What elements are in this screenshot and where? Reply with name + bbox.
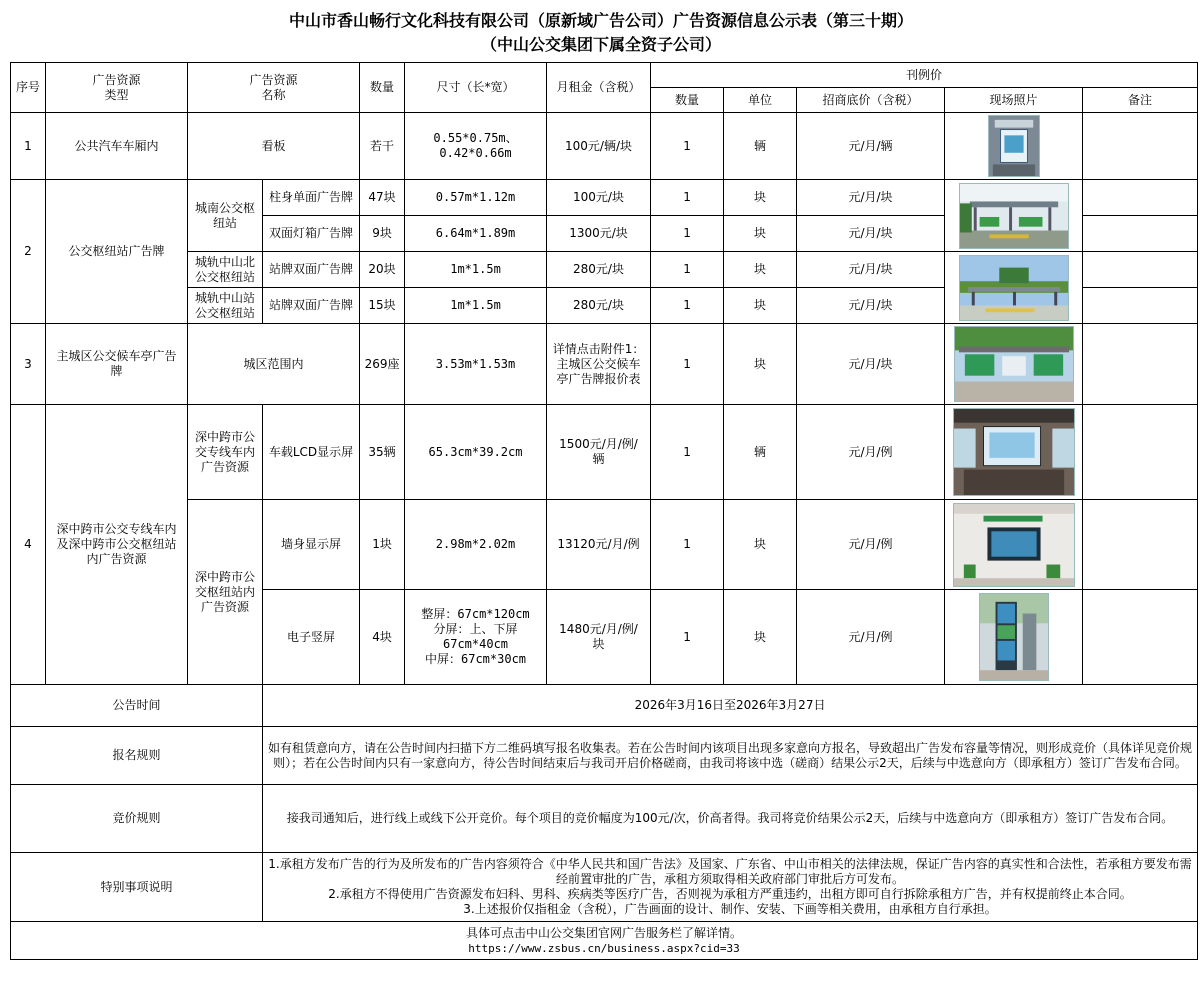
row3-type: 主城区公交候车亭广告 牌 bbox=[46, 324, 188, 405]
row3-rate-qty: 1 bbox=[651, 324, 724, 405]
table-row bbox=[11, 113, 1198, 180]
row2-sub3: 城轨中山站 公交枢纽站 bbox=[188, 288, 263, 324]
row2b-name: 双面灯箱广告牌 bbox=[263, 216, 360, 252]
row2a-price: 元/月/块 bbox=[797, 180, 945, 216]
row2b-note bbox=[1083, 216, 1198, 252]
row1-unit: 辆 bbox=[724, 113, 797, 180]
notice-value: 2026年3月16日至2026年3月27日 bbox=[263, 685, 1198, 727]
signup-label: 报名规则 bbox=[11, 727, 263, 785]
table-row bbox=[11, 252, 1198, 288]
header-type: 广告资源 类型 bbox=[46, 63, 188, 113]
row2c-name: 站牌双面广告牌 bbox=[263, 252, 360, 288]
table-row bbox=[11, 180, 1198, 216]
row3-note bbox=[1083, 324, 1198, 405]
bid-value: 接我司通知后，进行线上或线下公开竞价。每个项目的竞价幅度为100元/次，价高者得。我司将竞价结果公示2天，后续与中选意向方（即承租方）签订广告发布合同。 bbox=[263, 785, 1198, 853]
ad-resource-table bbox=[10, 62, 1198, 960]
footer-url[interactable]: https://www.zsbus.cn/business.aspx?cid=33 bbox=[468, 941, 740, 955]
row1-price: 元/月/辆 bbox=[797, 113, 945, 180]
row2c-qty: 20块 bbox=[360, 252, 405, 288]
header-rate-unit: 单位 bbox=[724, 88, 797, 113]
page-subtitle: （中山公交集团下属全资子公司） bbox=[480, 35, 721, 54]
row4c-rate-qty: 1 bbox=[651, 590, 724, 685]
special-value: 1.承租方发布广告的行为及所发布的广告内容须符合《中华人民共和国广告法》及国家、广东省、中山市相关的法律法规，保证广告内容的真实性和合法性，若承租方要发布需经前置审批的广告，承租方须取得相关政府部门审批后方可发布。 2.承租方不得使用广告资源发布妇科、男科、疾病类等医疗广告，否则视为承租方严重违约，出租方即可自行拆除承租方广告，并有权提前终止本合同。 3.上述报价仅指租金（含税），广告画面的设计、制作、安装、下画等相关费用，由承租方自行承担。 bbox=[263, 853, 1198, 922]
row2a-qty: 47块 bbox=[360, 180, 405, 216]
row2c-rent: 280元/块 bbox=[547, 252, 651, 288]
row2d-note bbox=[1083, 288, 1198, 324]
row1-rent: 100元/辆/块 bbox=[547, 113, 651, 180]
table-row bbox=[11, 324, 1198, 405]
row1-qty: 若干 bbox=[360, 113, 405, 180]
header-note: 备注 bbox=[1083, 88, 1198, 113]
signup-row bbox=[11, 727, 1198, 785]
row2d-name: 站牌双面广告牌 bbox=[263, 288, 360, 324]
row2d-rent: 280元/块 bbox=[547, 288, 651, 324]
row2d-qty: 15块 bbox=[360, 288, 405, 324]
bus-shelter-photo bbox=[954, 326, 1074, 402]
row4b-size: 2.98m*2.02m bbox=[405, 500, 547, 590]
row3-qty: 269座 bbox=[360, 324, 405, 405]
row4c-qty: 4块 bbox=[360, 590, 405, 685]
row2d-rate-qty: 1 bbox=[651, 288, 724, 324]
row1-name: 看板 bbox=[188, 113, 360, 180]
notice-row bbox=[11, 685, 1198, 727]
row1-note bbox=[1083, 113, 1198, 180]
row4a-rent: 1500元/月/例/ 辆 bbox=[547, 405, 651, 500]
row4a-note bbox=[1083, 405, 1198, 500]
row2a-name: 柱身单面广告牌 bbox=[263, 180, 360, 216]
row4c-unit: 块 bbox=[724, 590, 797, 685]
notice-label: 公告时间 bbox=[11, 685, 263, 727]
row4a-rate-qty: 1 bbox=[651, 405, 724, 500]
page-title: 中山市香山畅行文化科技有限公司（原新域广告公司）广告资源信息公示表（第三十期） bbox=[288, 11, 913, 30]
row1-rate-qty: 1 bbox=[651, 113, 724, 180]
header-qty: 数量 bbox=[360, 63, 405, 113]
row2c-unit: 块 bbox=[724, 252, 797, 288]
row3-rent: 详情点击附件1： 主城区公交候车 亭广告牌报价表 bbox=[547, 324, 651, 405]
row2-sub2: 城轨中山北 公交枢纽站 bbox=[188, 252, 263, 288]
row2a-size: 0.57m*1.12m bbox=[405, 180, 547, 216]
row1-size: 0.55*0.75m、 0.42*0.66m bbox=[405, 113, 547, 180]
bid-label: 竞价规则 bbox=[11, 785, 263, 853]
special-row bbox=[11, 853, 1198, 922]
table-row bbox=[11, 500, 1198, 590]
row2a-unit: 块 bbox=[724, 180, 797, 216]
row4c-size: 整屏：67cm*120cm 分屏：上、下屏 67cm*40cm 中屏：67cm*30cm bbox=[405, 590, 547, 685]
bus-interior-billboard-photo bbox=[988, 115, 1040, 177]
row2d-size: 1m*1.5m bbox=[405, 288, 547, 324]
row4a-unit: 辆 bbox=[724, 405, 797, 500]
row2a-note bbox=[1083, 180, 1198, 216]
row4c-name: 电子竖屏 bbox=[263, 590, 360, 685]
header-rate-qty: 数量 bbox=[651, 88, 724, 113]
row4b-name: 墙身显示屏 bbox=[263, 500, 360, 590]
row2a-rent: 100元/块 bbox=[547, 180, 651, 216]
row1-seq: 1 bbox=[11, 113, 46, 180]
row2-sub1: 城南公交枢 纽站 bbox=[188, 180, 263, 252]
row4b-unit: 块 bbox=[724, 500, 797, 590]
vertical-screen-photo bbox=[979, 593, 1049, 681]
row4-sub1: 深中跨市公 交专线车内 广告资源 bbox=[188, 405, 263, 500]
row4a-size: 65.3cm*39.2cm bbox=[405, 405, 547, 500]
row4b-qty: 1块 bbox=[360, 500, 405, 590]
header-size: 尺寸（长*宽） bbox=[405, 63, 547, 113]
row2c-note bbox=[1083, 252, 1198, 288]
row1-type: 公共汽车车厢内 bbox=[46, 113, 188, 180]
row2a-rate-qty: 1 bbox=[651, 180, 724, 216]
row3-price: 元/月/块 bbox=[797, 324, 945, 405]
row2-type: 公交枢纽站广告牌 bbox=[46, 180, 188, 324]
row2d-price: 元/月/块 bbox=[797, 288, 945, 324]
row4c-rent: 1480元/月/例/ 块 bbox=[547, 590, 651, 685]
row4-sub2: 深中跨市公 交枢纽站内 广告资源 bbox=[188, 500, 263, 685]
header-rent: 月租金（含税） bbox=[547, 63, 651, 113]
row2b-unit: 块 bbox=[724, 216, 797, 252]
row3-name: 城区范围内 bbox=[188, 324, 360, 405]
row4b-rent: 13120元/月/例 bbox=[547, 500, 651, 590]
row2d-unit: 块 bbox=[724, 288, 797, 324]
header-seq: 序号 bbox=[11, 63, 46, 113]
row2c-rate-qty: 1 bbox=[651, 252, 724, 288]
table-row bbox=[11, 405, 1198, 500]
wall-display-photo bbox=[953, 503, 1075, 587]
row4a-name: 车载LCD显示屏 bbox=[263, 405, 360, 500]
header-rate-group: 刊例价 bbox=[651, 63, 1198, 88]
row4a-qty: 35辆 bbox=[360, 405, 405, 500]
row2c-size: 1m*1.5m bbox=[405, 252, 547, 288]
header-photo: 现场照片 bbox=[945, 88, 1083, 113]
row3-size: 3.53m*1.53m bbox=[405, 324, 547, 405]
row4b-note bbox=[1083, 500, 1198, 590]
footer-text: 具体可点击中山公交集团官网广告服务栏了解详情。 bbox=[466, 925, 743, 940]
row4a-price: 元/月/例 bbox=[797, 405, 945, 500]
row2b-size: 6.64m*1.89m bbox=[405, 216, 547, 252]
row2b-rent: 1300元/块 bbox=[547, 216, 651, 252]
footer-row bbox=[11, 922, 1198, 960]
row2b-price: 元/月/块 bbox=[797, 216, 945, 252]
header-rate-price: 招商底价（含税） bbox=[797, 88, 945, 113]
row4c-note bbox=[1083, 590, 1198, 685]
row2b-qty: 9块 bbox=[360, 216, 405, 252]
row4-type: 深中跨市公交专线车内 及深中跨市公交枢纽站 内广告资源 bbox=[46, 405, 188, 685]
header-name: 广告资源 名称 bbox=[188, 63, 360, 113]
row2-seq: 2 bbox=[11, 180, 46, 324]
bid-row bbox=[11, 785, 1198, 853]
row3-unit: 块 bbox=[724, 324, 797, 405]
bus-lcd-screen-photo bbox=[953, 408, 1075, 496]
row3-seq: 3 bbox=[11, 324, 46, 405]
row4c-price: 元/月/例 bbox=[797, 590, 945, 685]
row4b-rate-qty: 1 bbox=[651, 500, 724, 590]
bus-terminal-canopy-photo bbox=[959, 255, 1069, 321]
bus-terminal-photo bbox=[959, 183, 1069, 249]
row2b-rate-qty: 1 bbox=[651, 216, 724, 252]
signup-value: 如有租赁意向方，请在公告时间内扫描下方二维码填写报名收集表。若在公告时间内该项目出现多家意向方报名，导致超出广告发布容量等情况，则形成竞价（具体详见竞价规则）；若在公告时间内只有一家意向方，待公告时间结束后与我司开启价格磋商，由我司将该中选（磋商）结果公示2天，后续与中选意向方（即承租方）签订广告发布合同。 bbox=[263, 727, 1198, 785]
special-label: 特别事项说明 bbox=[11, 853, 263, 922]
row2c-price: 元/月/块 bbox=[797, 252, 945, 288]
row4b-price: 元/月/例 bbox=[797, 500, 945, 590]
row4-seq: 4 bbox=[11, 405, 46, 685]
